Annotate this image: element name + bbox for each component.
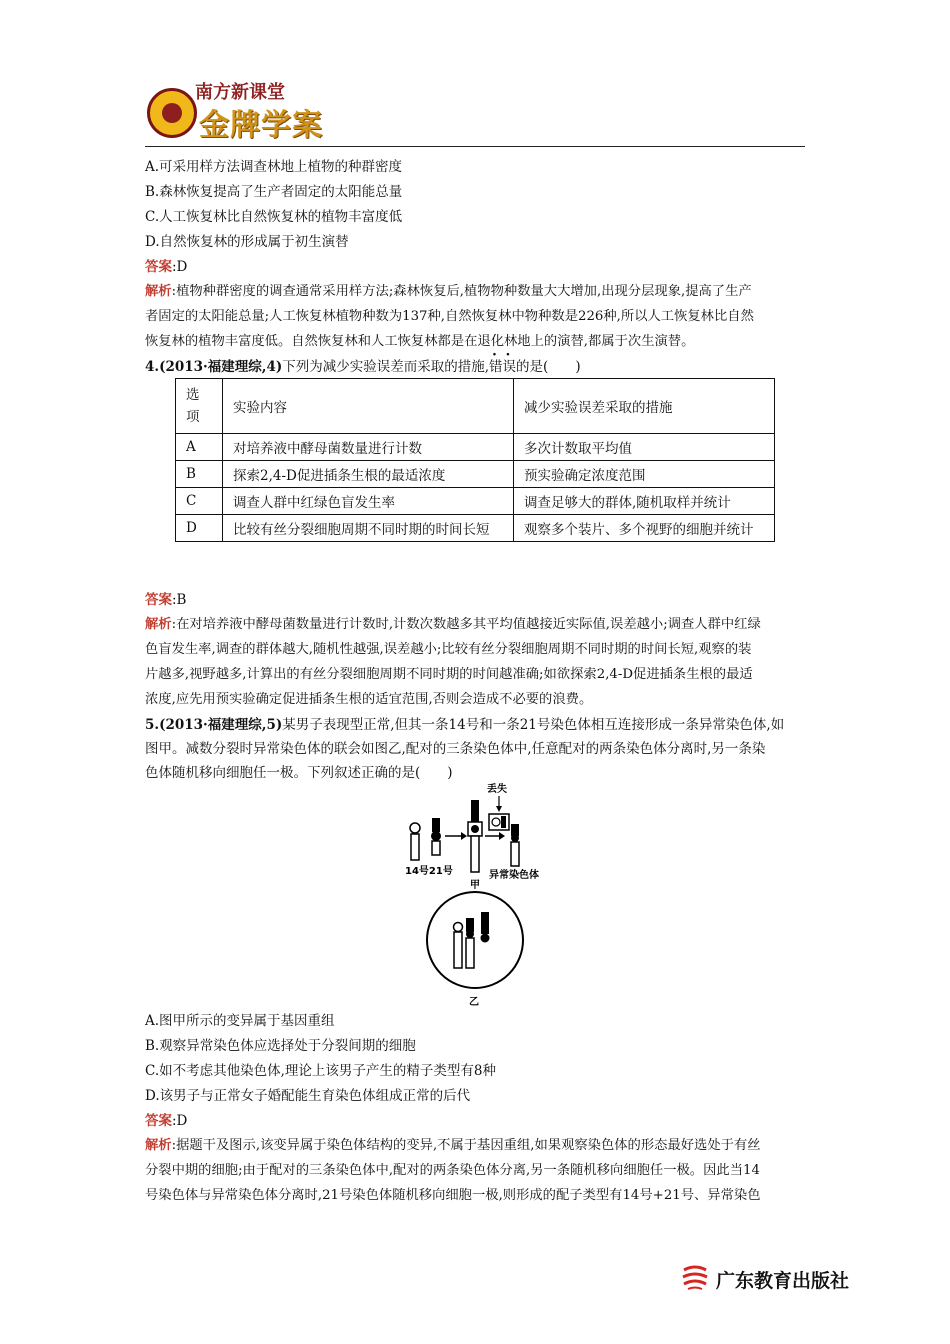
table-row	[176, 515, 775, 542]
q5-option-c: C.如不考虑其他染色体,理论上该男子产生的精子类型有8种	[145, 1063, 497, 1079]
explanation-label: 解析	[145, 284, 172, 299]
emphasis-char: 错	[489, 359, 503, 375]
answer-label: 答案	[145, 1113, 172, 1129]
row-measure: 预实验确定浓度范围	[514, 461, 775, 488]
q5-stem-line: 图甲。减数分裂时异常染色体的联会如图乙,配对的三条染色体中,任意配对的两条染色体分离时,另一条染	[145, 741, 766, 757]
q4-explanation	[145, 612, 813, 712]
arrow-icon	[499, 832, 505, 840]
q5-answer	[145, 1112, 187, 1130]
arrow-icon	[461, 832, 467, 840]
q3-option-d: D.自然恢复林的形成属于初生演替	[145, 234, 349, 250]
brand-main-text: 金牌学案	[199, 108, 323, 143]
q4-answer	[145, 591, 186, 609]
chromosome-21-centromere	[431, 831, 441, 841]
figure-jia	[405, 782, 539, 891]
q3-explanation	[145, 279, 813, 354]
answer-value: :B	[172, 592, 187, 608]
brand-emblem-icon	[147, 88, 197, 138]
row-content: 探索2,4-D促进插条生根的最适浓度	[223, 461, 514, 488]
label-jia: 甲	[470, 880, 480, 891]
explanation-line: :植物种群密度的调查通常采用样方法;森林恢复后,植物物种数量大大增加,出现分层现象,提高了生产	[171, 284, 752, 299]
q5-option-d: D.该男子与正常女子婚配能生育染色体组成正常的后代	[145, 1088, 471, 1104]
cell-outline	[427, 892, 523, 988]
row-measure: 多次计数取平均值	[514, 434, 775, 461]
q4-table	[175, 378, 775, 542]
table-header-row	[176, 379, 775, 434]
q3-option-a: A.可采用样方法调查林地上植物的种群密度	[145, 159, 403, 175]
explanation-line: :在对培养液中酵母菌数量进行计数时,计数次数越多其平均值越接近实际值,误差越小;调查人群中红绿	[171, 617, 761, 632]
publisher-logo	[680, 1262, 880, 1296]
answer-value: :D	[172, 1113, 188, 1129]
header-rule	[145, 146, 805, 147]
chromosome-diagram	[395, 780, 565, 1010]
publisher-emblem-icon	[680, 1262, 710, 1292]
header-option: 选 项	[176, 379, 223, 434]
explanation-label: 解析	[145, 1138, 172, 1153]
q3-answer	[145, 258, 187, 276]
q5-stem	[145, 713, 815, 785]
header-content: 实验内容	[223, 379, 514, 434]
q5-explanation	[145, 1133, 813, 1208]
explanation-line: 浓度,应先用预实验确定促进插条生根的适宜范围,否则会造成不必要的浪费。	[145, 692, 593, 707]
explanation-line: 色盲发生率,调查的群体越大,随机性越强,误差越小;比较有丝分裂细胞周期不同时期的时间长短,观察的装	[145, 642, 752, 657]
row-option: D	[176, 515, 223, 542]
table-row	[176, 434, 775, 461]
row-option: B	[176, 461, 223, 488]
row-measure: 观察多个装片、多个视野的细胞并统计	[514, 515, 775, 542]
answer-label: 答案	[145, 592, 172, 608]
q5-option-a: A.图甲所示的变异属于基因重组	[145, 1013, 335, 1029]
publisher-name: 广东教育出版社	[716, 1270, 850, 1292]
chromosome-14-arm	[411, 834, 419, 860]
answer-value: :D	[172, 259, 188, 275]
explanation-line: 者固定的太阳能总量;人工恢复林植物种数为137种,自然恢复林中物种数是226种,所以人工恢复林比自然	[145, 309, 754, 324]
table-row	[176, 488, 775, 515]
q4-stem-before: 下列为减少实验误差而采取的措施,	[282, 359, 490, 375]
chromosome-21-arm	[432, 818, 440, 832]
q3-option-c: C.人工恢复林比自然恢复林的植物丰富度低	[145, 209, 403, 225]
q4-source: 4.(2013·福建理综,4)	[145, 359, 283, 375]
explanation-line: 片越多,视野越多,计算出的有丝分裂细胞周期不同时期的时间越准确;如欲探索2,4-D促进插条生根的最适	[145, 667, 753, 682]
explanation-label: 解析	[145, 617, 172, 632]
label-lost: 丢失	[487, 784, 507, 795]
q5-source: 5.(2013·福建理综,5)	[145, 717, 283, 733]
label-abnormal: 异常染色体	[489, 870, 539, 881]
q3-option-b: B.森林恢复提高了生产者固定的太阳能总量	[145, 184, 403, 200]
fused-upper-arm	[471, 800, 479, 822]
q5-stem-line: 某男子表现型正常,但其一条14号和一条21号染色体相互连接形成一条异常染色体,如	[282, 717, 785, 733]
q5-option-b: B.观察异常染色体应选择处于分裂间期的细胞	[145, 1038, 416, 1054]
explanation-line: 号染色体与异常染色体分离时,21号染色体随机移向细胞一极,则形成的配子类型有14号+21号、异常染色	[145, 1188, 761, 1203]
label-yi: 乙	[469, 997, 479, 1008]
figure-yi	[427, 892, 523, 1008]
header-measure: 减少实验误差采取的措施	[514, 379, 775, 434]
chromosome-14-centromere	[410, 823, 420, 833]
table-row	[176, 461, 775, 488]
row-content: 对培养液中酵母菌数量进行计数	[223, 434, 514, 461]
label-14-21: 14号21号	[405, 866, 453, 877]
q4-stem	[145, 358, 581, 376]
emphasis-char: 误	[502, 359, 517, 375]
answer-label: 答案	[145, 259, 172, 275]
row-option: C	[176, 488, 223, 515]
row-content: 比较有丝分裂细胞周期不同时期的时间长短	[223, 515, 514, 542]
row-measure: 调查足够大的群体,随机取样并统计	[514, 488, 775, 515]
q5-stem-line: 色体随机移向细胞任一极。下列叙述正确的是( )	[145, 765, 453, 781]
brand-top-text: 南方新课堂	[195, 82, 285, 103]
row-content: 调查人群中红绿色盲发生率	[223, 488, 514, 515]
explanation-line: :据题干及图示,该变异属于染色体结构的变异,不属于基因重组,如果观察染色体的形态最好选处于有丝	[171, 1138, 761, 1153]
brand-logo	[145, 72, 345, 146]
explanation-line: 恢复林的植物丰富度低。自然恢复林和人工恢复林都是在退化林地上的演替,都属于次生演替。	[145, 334, 695, 349]
row-option: A	[176, 434, 223, 461]
q4-stem-after: 的是( )	[516, 359, 581, 375]
explanation-line: 分裂中期的细胞;由于配对的三条染色体中,配对的两条染色体分离,另一条随机移向细胞任一极。因此当14	[145, 1163, 760, 1178]
